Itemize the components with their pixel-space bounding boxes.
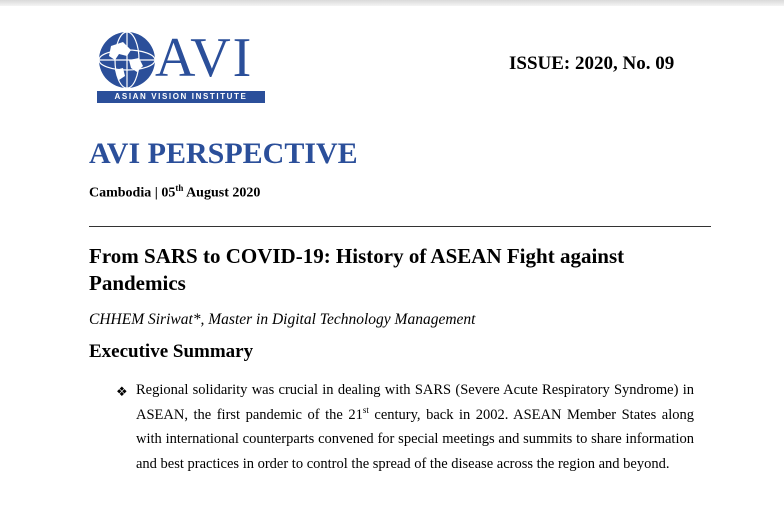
- globe-icon: [97, 30, 157, 90]
- divider: [89, 226, 711, 227]
- page-top-shadow: [0, 0, 784, 6]
- dateline-date: August 2020: [183, 185, 261, 201]
- bullet-text-sup: st: [362, 404, 369, 415]
- article-title: From SARS to COVID-19: History of ASEAN Fight against Pandemics: [89, 244, 625, 295]
- series-title: AVI PERSPECTIVE: [89, 137, 358, 170]
- dateline: [89, 183, 260, 202]
- diamond-bullet-icon: ❖: [116, 384, 128, 399]
- dateline-day-suffix: th: [175, 183, 184, 193]
- avi-logo: [97, 27, 267, 106]
- author-line: CHHEM Siriwat*, Master in Digital Technology Management: [89, 311, 476, 328]
- issue-number: ISSUE: 2020, No. 09: [509, 53, 675, 74]
- section-heading: Executive Summary: [89, 341, 254, 362]
- bullet-text-after: century, back in 2002. ASEAN Member States along with international counterparts convened for special meetings and summits to share information and best practices in order to control the spread of the disease across the region and beyond.: [136, 406, 694, 472]
- logo-tagline: ASIAN VISION INSTITUTE: [97, 91, 265, 103]
- logo-letters: AVI: [155, 27, 254, 89]
- bullet-text-before: Regional solidarity was crucial in dealing with SARS (Severe Acute Respiratory Syndrome) in ASEAN, the first pandemic of the 21: [136, 382, 694, 423]
- list-item: [136, 378, 694, 476]
- dateline-place: Cambodia | 05: [89, 185, 176, 201]
